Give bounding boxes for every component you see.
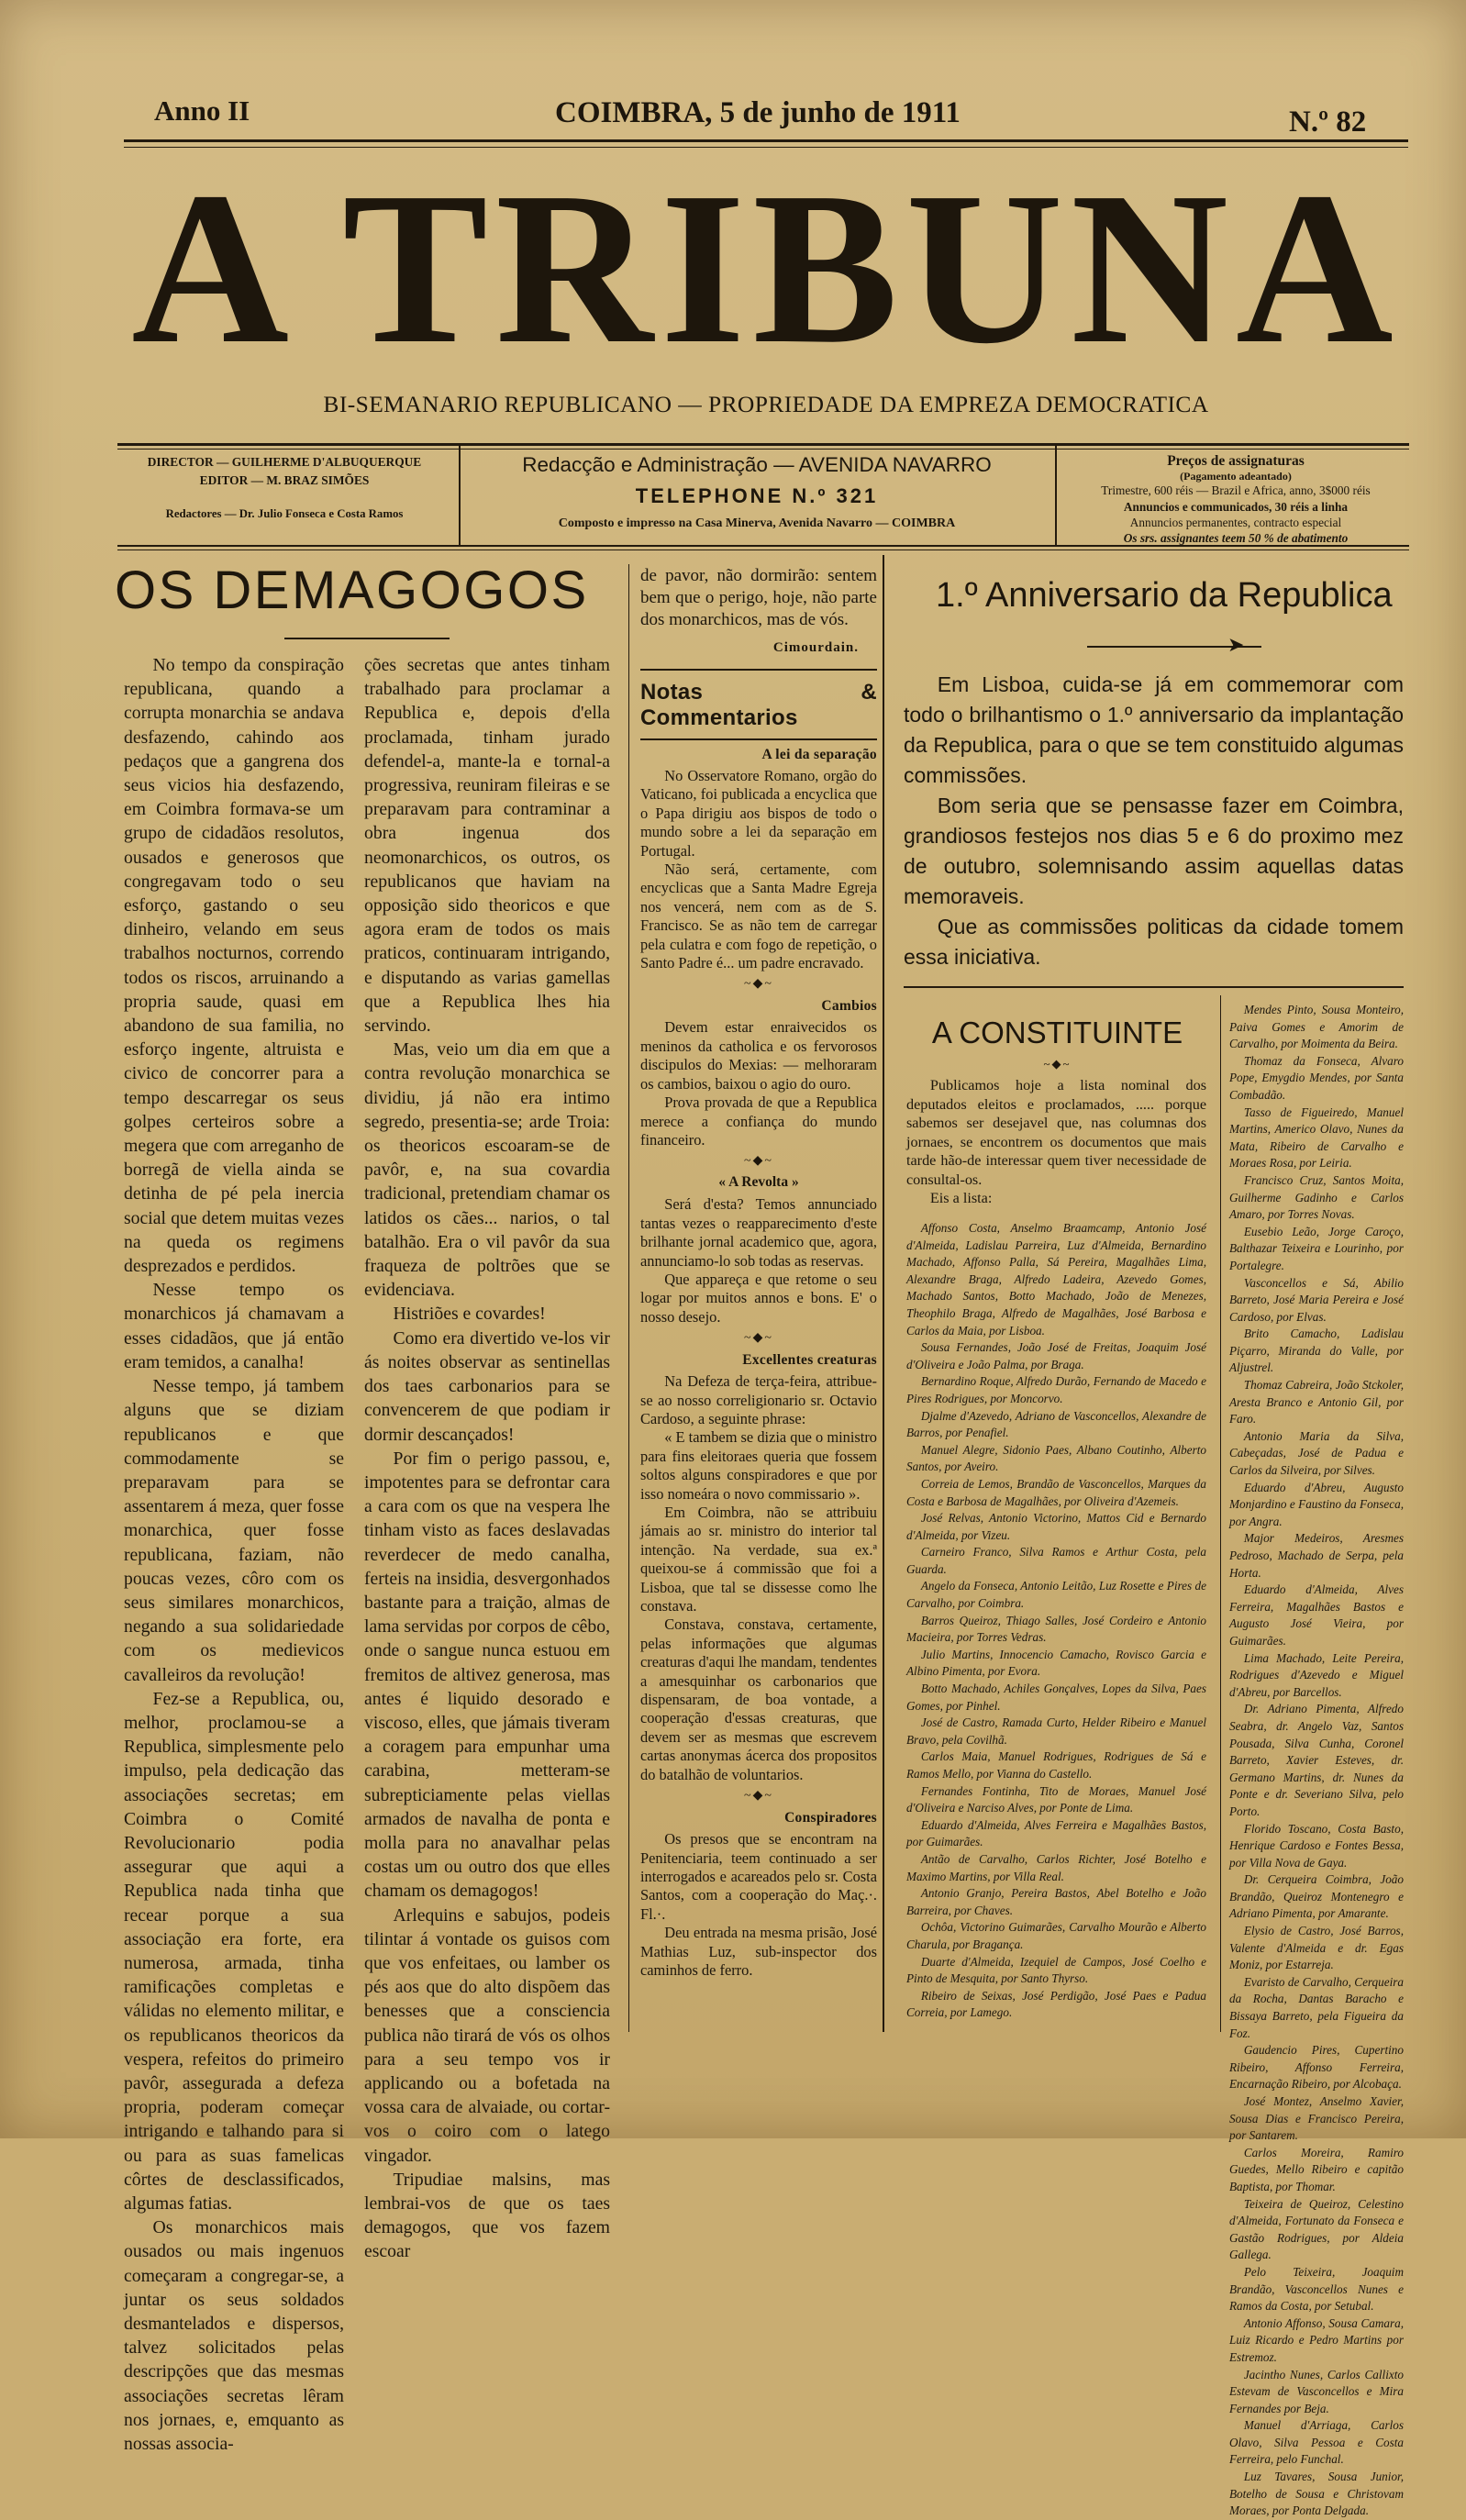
rule (284, 638, 450, 639)
paragraph: Nesse tempo os monarchicos já chamavam a esses cidadãos, que já então eram temidos, a canalha! (124, 1280, 344, 1372)
paragraph: Nesse tempo, já tambem alguns que se diziam republicanos e que commodamente se preparavam para se assentarem á meza, quer fosse monarchica, quer fosse republicana, faziam, não poucas vezes, côro com os seus similares monarchicos, negando a sua solidariedade com os medievicos cavalleiros da revolução! (124, 1376, 344, 1685)
rule (117, 443, 1409, 446)
deputies-entry: Antonio Granjo, Pereira Bastos, Abel Botelho e João Barreira, por Chaves. (906, 1886, 1206, 1917)
prices-line: Annuncios e communicados, 30 réis a linha (1123, 500, 1349, 514)
newspaper-subtitle: BI-SEMANARIO REPUBLICANO — PROPRIEDADE DA EMPREZA DEMOCRATICA (323, 391, 1209, 417)
deputies-entry: Tasso de Figueiredo, Manuel Martins, Americo Olavo, Nunes da Mata, Ribeiro de Carvalho e Moraes Rosa, por Leiria. (1229, 1105, 1404, 1171)
ornament: ~◆~ (744, 977, 773, 992)
paragraph: Tripudiae malsins, mas lembrai-vos de que os taes demagogos, que vos fazem escoar (364, 2169, 610, 2262)
deputies-entry: Eusebio Leão, Jorge Caroço, Balthazar Teixeira e Lourinho, por Portalegre. (1229, 1224, 1404, 1272)
paragraph: Mas, veio um dia em que a contra revolução monarchica se dividiu, já não era intimo segredo, presentia-se; arde Troia: os theoricos escoaram-se de pavôr, e, na sua covardia tradicional, pretendiam chamar os latidos os cães... narios, o tal batalhão. Era o vil pavôr da sua fraqueza de poltrões que se evidenciava. (364, 1039, 610, 1301)
paragraph: No tempo da conspiração republicana, quando a corrupta monarchia se andava desfazendo, cahindo aos pedaços que a gangrena dos seus vicios hia desfazendo, em Coimbra formava-se um grupo de cidadãos resolutos, ousados e generosos que congregavam todo o seu esforço, gastando o seu dinheiro, velando em seus trabalhos nocturnos, correndo todos os riscos, arruinando a propria saude, quasi em abandono de sua familia, no esforço ingente, altruista e civico de concorrer para a tempo descarregar os seus golpes certeiros sobre a megera que com arreganho de borregã de viella ainda se detinha de pé pela inercia social que detem muitas vezes na queda os regimens desprezados e perdidos. (124, 655, 344, 1277)
article-column-1 (124, 653, 344, 2456)
column-divider (1220, 995, 1221, 2032)
rule (117, 545, 1409, 547)
paragraph: Em Lisboa, cuida-se já em commemorar com todo o brilhantismo o 1.º anniversario da implantação da Republica, para o que se tem constituido algumas commissões. (904, 672, 1404, 787)
paragraph: Em Coimbra, não se attribuiu jámais ao sr. ministro do interior tal intenção. Na verdade, sua ex.ª queixou-se á commissão que foi a Lisboa, que tal se dissesse como lhe constava. (640, 1504, 877, 1615)
ornament: ~◆~ (1043, 1057, 1072, 1071)
paragraph: Eis a lista: (929, 1190, 993, 1206)
article-column-3 (640, 565, 877, 1980)
deputies-entry: Fernandes Fontinha, Tito de Moraes, Manuel José d'Oliveira e Narciso Alves, por Ponte de Lima. (906, 1783, 1206, 1815)
headline-demagogos: OS DEMAGOGOS (115, 561, 589, 620)
paragraph: Devem estar enraivecidos os meninos da catholica e os fervorosos discipulos do Mexias: — melhoraram os cambios, baixou o agio do ouro. (640, 1018, 877, 1093)
deputies-entry: Angelo da Fonseca, Antonio Leitão, Luz Rosette e Pires de Carvalho, por Coimbra. (906, 1579, 1206, 1611)
editor-line: EDITOR — M. BRAZ SIMÕES (199, 473, 370, 487)
ornament: ~◆~ (744, 1789, 773, 1804)
office-telephone: TELEPHONE N.º 321 (635, 484, 879, 507)
deputies-entry: Elysio de Castro, José Barros, Valente d'Almeida e dr. Egas Moniz, por Estarreja. (1229, 1924, 1404, 1972)
deputies-entry: Antonio Affonso, Sousa Camara, Luiz Ricardo e Pedro Martins por Estremoz. (1229, 2315, 1404, 2364)
deputies-entry: Francisco Cruz, Santos Moita, Guilherme Gadinho e Carlos Amaro, por Torres Novas. (1229, 1172, 1404, 1222)
rule (117, 449, 1409, 450)
deputies-entry: Teixeira de Queiroz, Celestino d'Almeida, Fortunato da Fonseca e Gastão Rodrigues, por Aldeia Gallega. (1229, 2196, 1404, 2262)
deputies-list-1 (906, 1220, 1206, 2022)
rule (459, 445, 461, 546)
arrow-ornament-icon: ➤ (1227, 633, 1245, 656)
deputies-entry: Ochôa, Victorino Guimarães, Carvalho Mourão e Alberto Charula, por Bragança. (906, 1920, 1206, 1951)
subheading: Conspiradores (784, 1810, 877, 1826)
deputies-entry: Vasconcellos e Sá, Abilio Barreto, José Maria Pereira e José Cardoso, por Elvas. (1229, 1275, 1404, 1324)
paragraph: Arlequins e sabujos, podeis tilintar á vontade os guisos com que vos enfeitaes, ou lamber os pés aos que do alto dispõem das benesses que a consciencia publica não tirará de vós os olhos para a seu tempo vos ir applicando ou a bofetada na vossa cara de alvaiade, ou cortar-vos o coiro com o latego vingador. (364, 1904, 610, 2166)
deputies-entry: Brito Camacho, Ladislau Piçarro, Miranda do Valle, por Aljustrel. (1229, 1327, 1404, 1375)
paragraph: Fez-se a Republica, ou, melhor, proclamou-se a Republica, simplesmente pelo impulso, pela dedicação das associações secretas; em Coimbra o Comité Revolucionario podia assegurar que aqui a Republica nada tinha que recear porque a sua associação era forte, era numerosa, armada, tinha ramificações completas e válidas no elemento militar, e os republicanos theoricos da vespera, refeitos do primeiro pavôr, assegurada a defeza propria, poderam começar intrigando e talhando para si ou para as suas famelicas côrtes de desclassificados, algumas fatias. (124, 1688, 344, 2214)
director-line: DIRECTOR — GUILHERME D'ALBUQUERQUE (147, 455, 422, 469)
headline-constituinte: A CONSTITUINTE (931, 1016, 1183, 1049)
subheading: Cambios (821, 998, 877, 1015)
deputies-entry: Duarte d'Almeida, Izequiel de Campos, José Coelho e Pinto de Mesquita, por Santo Thyrso. (906, 1954, 1206, 1986)
deputies-entry: Barros Queiroz, Thiago Salles, José Cordeiro e Antonio Macieira, por Torres Vedras. (906, 1613, 1206, 1645)
article-column-2 (364, 653, 610, 2264)
office-address: Redacção e Administração — AVENIDA NAVARRO (522, 453, 992, 476)
deputies-entry: Affonso Costa, Anselmo Braamcamp, Antonio José d'Almeida, Ladislau Parreira, Luz d'Almeida, Bernardino Machado, Affonso Palla, Sá Pereira, Magalhães Lima, Alexandre Braga, Alfredo Ladeira, Azevedo Gomes, Machado Santos, Botto Machado, João de Menezes, Theophilo Braga, Alfredo de Magalhães, José Barbosa e Carlos da Maia, por Lisboa. (906, 1221, 1206, 1338)
rule (640, 738, 877, 740)
deputies-entry: Djalme d'Azevedo, Adriano de Vasconcellos, Alexandre de Barros, por Penafiel. (906, 1408, 1206, 1440)
column-divider (883, 555, 884, 2032)
headline-anniversario: 1.º Anniversario da Republica (936, 576, 1393, 615)
deputies-entry: Correia de Lemos, Brandão de Vasconcellos, Marques da Costa e Barbosa de Magalhães, por Oliveira d'Azemeis. (906, 1476, 1206, 1508)
paragraph: Que as commissões politicas da cidade tomem essa iniciativa. (904, 915, 1404, 969)
paragraph: Constava, constava, certamente, pelas informações que algumas creaturas d'aqui lhe mandam, tendentes a amesquinhar os carbonarios que dispensaram, de boa vontade, a cooperação d'essas creaturas, que devem ser as mesmas que escrevem cartas anonymas ácerca dos propositos do batalhão de voluntarios. (640, 1615, 877, 1783)
paragraph: Os monarchicos mais ousados ou mais ingenuos começaram a congregar-se, a juntar os seus soldados desmantelados e dispersos, talvez solicitados pelas descripções que das mesmas associações secretas lêram nos jornaes, e, emquanto as nossas associa- (124, 2217, 344, 2455)
paragraph: Histriões e covardes! (393, 1304, 546, 1325)
deputies-entry: Thomaz da Fonseca, Alvaro Pope, Emygdio Mendes, por Santa Combadão. (1229, 1053, 1404, 1102)
deputies-entry: José Relvas, Antonio Victorino, Mattos Cid e Bernardo d'Almeida, por Vizeu. (906, 1511, 1206, 1542)
paragraph: Os presos que se encontram na Penitenciaria, teem continuado a ser interrogados e acareados pelo sr. Costa Santos, com a cooperação do Maç.·. Fl.·. (640, 1830, 877, 1923)
issue-year: Anno II (154, 94, 250, 127)
ornament: ~◆~ (744, 1331, 773, 1346)
deputies-entry: Eduardo d'Almeida, Alves Ferreira e Magalhães Bastos, por Guimarães. (906, 1817, 1206, 1849)
paragraph: Como era divertido ve-los vir ás noites observar as sentinellas dos taes carbonarios para se convencerem de que podiam ir dormir descançados! (364, 1327, 610, 1445)
deputies-entry: Sousa Fernandes, João José de Freitas, Joaquim José d'Oliveira e João Palma, por Braga. (906, 1340, 1206, 1371)
deputies-entry: Carlos Maia, Manuel Rodrigues, Rodrigues de Sá e Ramos Mello, por Vianna do Castello. (906, 1749, 1206, 1781)
paragraph: Será d'esta? Temos annunciado tantas vezes o reapparecimento d'este brilhante jornal academico que, agora, annunciamo-lo sob todas as reservas. (640, 1195, 877, 1270)
deputies-entry: Florido Toscano, Costa Basto, Henrique Cardoso e Fontes Bessa, por Villa Nova de Gaya. (1229, 1821, 1404, 1870)
constituinte-intro (906, 1076, 1206, 1208)
paragraph: Na Defeza de terça-feira, attribue-se ao nosso correligionario sr. Octavio Cardoso, a seguinte phrase: (640, 1372, 877, 1427)
deputies-entry: Carlos Moreira, Ramiro Guedes, Mello Ribeiro e capitão Baptista, por Thomar. (1229, 2145, 1404, 2193)
printer-line: Composto e impresso na Casa Minerva, Avenida Navarro — COIMBRA (558, 516, 956, 530)
deputies-entry: Eduardo d'Abreu, Augusto Monjardino e Faustino da Fonseca, por Angra. (1229, 1480, 1404, 1528)
deputies-entry: Luz Tavares, Sousa Junior, Botelho de Sousa e Christovam Moraes, por Ponta Delgada. (1229, 2470, 1404, 2518)
anniversario-body (904, 670, 1404, 972)
deputies-list-2 (1229, 1002, 1404, 2520)
deputies-entry: Julio Martins, Innocencio Camacho, Rovisco Garcia e Albino Pimenta, por Evora. (906, 1647, 1206, 1679)
subheading: « A Revolta » (718, 1174, 799, 1191)
deputies-entry: Thomaz Cabreira, João Stckoler, Aresta Branco e Antonio Gil, por Faro. (1229, 1378, 1404, 1427)
paragraph: Prova provada de que a Republica merece a confiança do mundo financeiro. (640, 1093, 877, 1149)
rule (640, 669, 877, 671)
paragraph: Publicamos hoje a lista nominal dos deputados eleitos e proclamados, ..... porque sabemos ser desejavel que, nas columnas dos jornaes, se encontrem os documentos que mais tarde hão-de interessar quem tiver necessidade de consultal-os. (906, 1077, 1206, 1188)
deputies-entry: Manuel d'Arriaga, Carlos Olavo, Silva Pessoa e Costa Ferreira, pelo Funchal. (1229, 2418, 1404, 2467)
deputies-entry: Jacintho Nunes, Carlos Callixto Estevam de Vasconcellos e Mira Fernandes por Beja. (1229, 2367, 1404, 2415)
prices-line: Os srs. assignantes teem 50 % de abatimento (1123, 531, 1349, 545)
prices-line: Trimestre, 600 réis — Brazil e Africa, anno, 3$000 réis (1101, 483, 1371, 497)
article-signature: Cimourdain. (772, 640, 859, 655)
paragraph: Deu entrada na mesma prisão, José Mathias Luz, sub-inspector dos caminhos de ferro. (640, 1924, 877, 1979)
deputies-entry: Antonio Maria da Silva, Cabeçadas, José de Padua e Carlos da Silveira, por Silves. (1229, 1428, 1404, 1478)
deputies-entry: Major Medeiros, Aresmes Pedroso, Machado de Serpa, pela Horta. (1229, 1531, 1404, 1580)
deputies-entry: Ribeiro de Seixas, José Perdigão, José Paes e Padua Correia, por Lamego. (906, 1988, 1206, 2020)
deputies-entry: Botto Machado, Achiles Gonçalves, Lopes da Silva, Paes Gomes, por Pinhel. (906, 1682, 1206, 1713)
paragraph: « E tambem se dizia que o ministro para fins eleitoraes queria que fossem soltos alguns conspiradores e que por isso nomeára o novo commissario ». (640, 1428, 877, 1503)
column-divider (628, 564, 629, 2032)
paragraph: Bom seria que se pensasse fazer em Coimbra, grandiosos festejos nos dias 5 e 6 do proximo mez de outubro, solemnisando assim aquellas datas memoraveis. (904, 794, 1404, 908)
paragraph: Não será, certamente, com encyclicas que a Santa Madre Egreja nos vencerá, nem com as de S. Francisco. Se as não tem de carregar pela culatra e com fogo de repetição, o Santo Padre é... um padre encravado. (640, 860, 877, 972)
newspaper-title: A TRIBUNA (131, 148, 1401, 389)
prices-line: Annuncios permanentes, contracto especial (1129, 516, 1342, 529)
paragraph: Por fim o perigo passou, e, impotentes para se defrontar cara a cara com os que na vespera lhe tinham visto as faces deslavadas reverdecer de medo canalha, ferteis na insidia, desvergonhados bastante para a traição, almas de lama servidas por corpos de cêbo, onde o sangue nunca estuou em fremitos de altivez generosa, mas antes é liquido desorado e viscoso, elles, que jámais tiveram a coragem para empunhar uma carabina, metteram-se subrepticiamente pelas viellas armados de navalha de ponta e molla para no anavalhar pelas costas um ou outro dos que elles chamam os demagogos! (364, 1448, 610, 1902)
deputies-entry: Bernardino Roque, Alfredo Durão, Fernando de Macedo e Pires Rodrigues, por Moncorvo. (906, 1374, 1206, 1405)
deputies-entry: Lima Machado, Leite Pereira, Rodrigues d'Azevedo e Miguel d'Abreu, por Barcellos. (1229, 1650, 1404, 1699)
deputies-entry: Antão de Carvalho, Carlos Richter, José Botelho e Maximo Martins, por Villa Real. (906, 1851, 1206, 1883)
deputies-entry: Pelo Teixeira, Joaquim Brandão, Vasconcellos Nunes e Ramos da Costa, por Setubal. (1229, 2264, 1404, 2314)
rule (1055, 445, 1057, 546)
deputies-entry: José de Castro, Ramada Curto, Helder Ribeiro e Manuel Bravo, pela Covilhã. (906, 1715, 1206, 1747)
ornament: ~◆~ (744, 1154, 773, 1169)
subheading: A lei da separação (761, 747, 877, 762)
prices-title: Preços de assignaturas (1167, 453, 1305, 469)
section-title-notas: Notas & Commentarios (640, 680, 877, 730)
deputies-entry: José Montez, Anselmo Xavier, Sousa Dias e Francisco Pereira, por Santarem. (1229, 2094, 1404, 2143)
redactores-line: Redactores — Dr. Julio Fonseca e Costa Ramos (165, 507, 404, 520)
rule (124, 139, 1408, 142)
rule (904, 986, 1404, 988)
prices-subtitle: (Pagamento adeantado) (1180, 470, 1292, 483)
dateline: COIMBRA, 5 de junho de 1911 (555, 96, 961, 129)
deputies-entry: Eduardo d'Almeida, Alves Ferreira, Magalhães Bastos e Augusto José Vieira, por Guimarães. (1229, 1582, 1404, 1648)
deputies-entry: Manuel Alegre, Sidonio Paes, Albano Coutinho, Alberto Santos, por Aveiro. (906, 1442, 1206, 1474)
deputies-entry: Carneiro Franco, Silva Ramos e Arthur Costa, pela Guarda. (906, 1545, 1206, 1576)
deputies-entry: Mendes Pinto, Sousa Monteiro, Paiva Gomes e Amorim de Carvalho, por Moimenta da Beira. (1229, 1003, 1404, 1051)
deputies-entry: Evaristo de Carvalho, Cerqueira da Rocha, Dantas Baracho e Bissaya Barreto, pela Figueira da Foz. (1229, 1974, 1404, 2040)
subheading: Excellentes creaturas (742, 1352, 877, 1369)
issue-number: N.º 82 (1289, 105, 1367, 139)
deputies-entry: Gaudencio Pires, Cupertino Ribeiro, Affonso Ferreira, Encarnação Ribeiro, por Alcobaça. (1229, 2043, 1404, 2092)
deputies-entry: Dr. Adriano Pimenta, Alfredo Seabra, dr. Angelo Vaz, Santos Pousada, Silva Cunha, Coronel Barreto, Xavier Esteves, dr. Germano Martins, dr. Nunes da Ponte e dr. Severiano Silva, pelo Porto. (1229, 1702, 1404, 1818)
paragraph: No Osservatore Romano, orgão do Vaticano, foi publicada a encyclica que o Papa dirigiu aos bispos de todo o mundo sobre a lei da separação em Portugal. (640, 767, 877, 860)
paragraph: ções secretas que antes tinham trabalhado para proclamar a Republica e, depois d'ella proclamada, tinham jurado defendel-a, mante-la e tornal-a progressiva, reuniram fileiras e se preparavam para contraminar a obra ingenua dos neomonarchicos, os outros, os republicanos que haviam na opposição sido theoricos e que agora eram de todos os mais praticos, continuaram intrigando, e disputando as varias gamellas que a Republica lhes hia servindo. (364, 655, 610, 1037)
paragraph: Que appareça e que retome o seu logar por muitos annos e bons. E' o nosso desejo. (640, 1270, 877, 1326)
deputies-entry: Dr. Cerqueira Coimbra, João Brandão, Queiroz Montenegro e Adriano Pimenta, por Amarante. (1229, 1872, 1404, 1921)
paragraph: de pavor, não dormirão: sentem bem que o perigo, hoje, não parte dos monarchicos, mas de vós. (640, 566, 877, 629)
